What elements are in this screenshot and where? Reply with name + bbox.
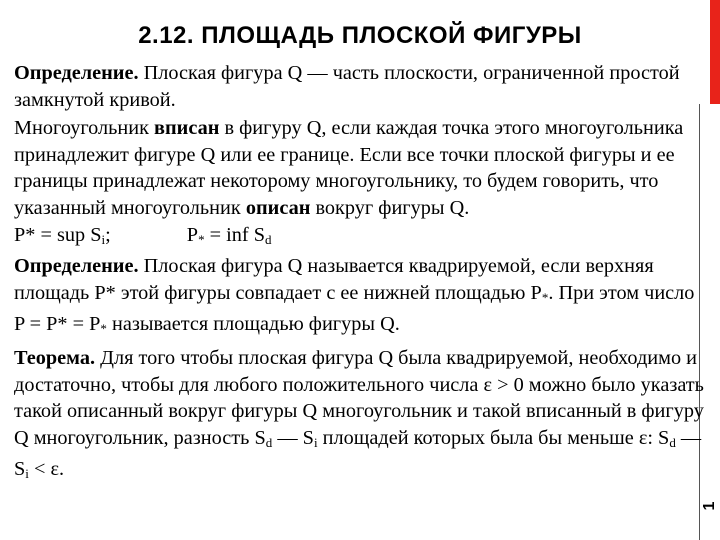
polygon-text-a: Многоугольник: [14, 117, 155, 140]
term-inscribed: вписан: [154, 117, 220, 140]
polygon-paragraph: [14, 115, 704, 221]
slide-body: [14, 60, 704, 488]
theorem-term: Теорема.: [14, 346, 96, 369]
star-sub: *: [541, 289, 549, 305]
slide-title: 2.12. ПЛОЩАДЬ ПЛОСКОЙ ФИГУРЫ: [138, 22, 582, 49]
definition-paragraph-1: [14, 60, 704, 113]
formula-separator: ;: [105, 223, 111, 246]
definition-text: Плоская фигура Q — часть плоскости, ограниченной простой замкнутой кривой.: [14, 62, 680, 111]
accent-bar: [710, 0, 720, 104]
theorem-text-c: площадей которых была бы меньше ε: S: [317, 426, 670, 449]
upper-area-formula: P* = sup S: [14, 223, 102, 246]
slide-number: 1: [701, 501, 718, 511]
polygon-text-b: в фигуру Q, если каждая точка этого многоугольника принадлежит фигуре Q или ее границе. Если все точки плоской фигуры и ее границы принадлежат некоторому многоугольнику, то будем говорить, что указанный многоугольник: [14, 117, 684, 219]
lower-sub: d: [265, 231, 272, 247]
theorem-text-b: — S: [272, 426, 314, 449]
theorem-text-a: Для того чтобы плоская фигура Q была квадрируемой, необходимо и достаточно, чтобы для любого положительного числа ε > 0 можно было указать такой описанный вокруг фигуры Q многоугольник и такой вписанный в фигуру Q многоугольник, разность S: [14, 346, 704, 449]
definition-paragraph-2: [14, 253, 704, 343]
upper-sub: i: [101, 231, 106, 247]
definition-term: Определение.: [14, 62, 139, 84]
lower-eq: = inf S: [204, 223, 266, 246]
definition2-text-b: . При этом число P = P* = P: [14, 281, 695, 336]
formula-line: [14, 222, 704, 254]
theorem-paragraph: [14, 345, 704, 488]
term-circumscribed: описан: [245, 196, 311, 219]
sub-i-2: i: [25, 466, 29, 482]
definition-term-2: Определение.: [14, 255, 139, 278]
star-sub-2: *: [100, 321, 107, 337]
lower-area-formula: P: [186, 223, 199, 246]
sub-d-2: d: [669, 434, 676, 450]
polygon-text-c: вокруг фигуры Q.: [310, 196, 470, 219]
lower-star: *: [198, 231, 205, 247]
definition2-text-c: называется площадью фигуры Q.: [106, 313, 400, 336]
theorem-text-d: — S: [14, 426, 702, 481]
sub-d: d: [265, 434, 273, 450]
definition2-text-a: Плоская фигура Q называется квадрируемой, если верхняя площадь P* этой фигуры совпадает с ее нижней площадью P: [14, 255, 654, 304]
theorem-text-e: < ε.: [28, 458, 65, 481]
sub-i: i: [313, 434, 318, 450]
